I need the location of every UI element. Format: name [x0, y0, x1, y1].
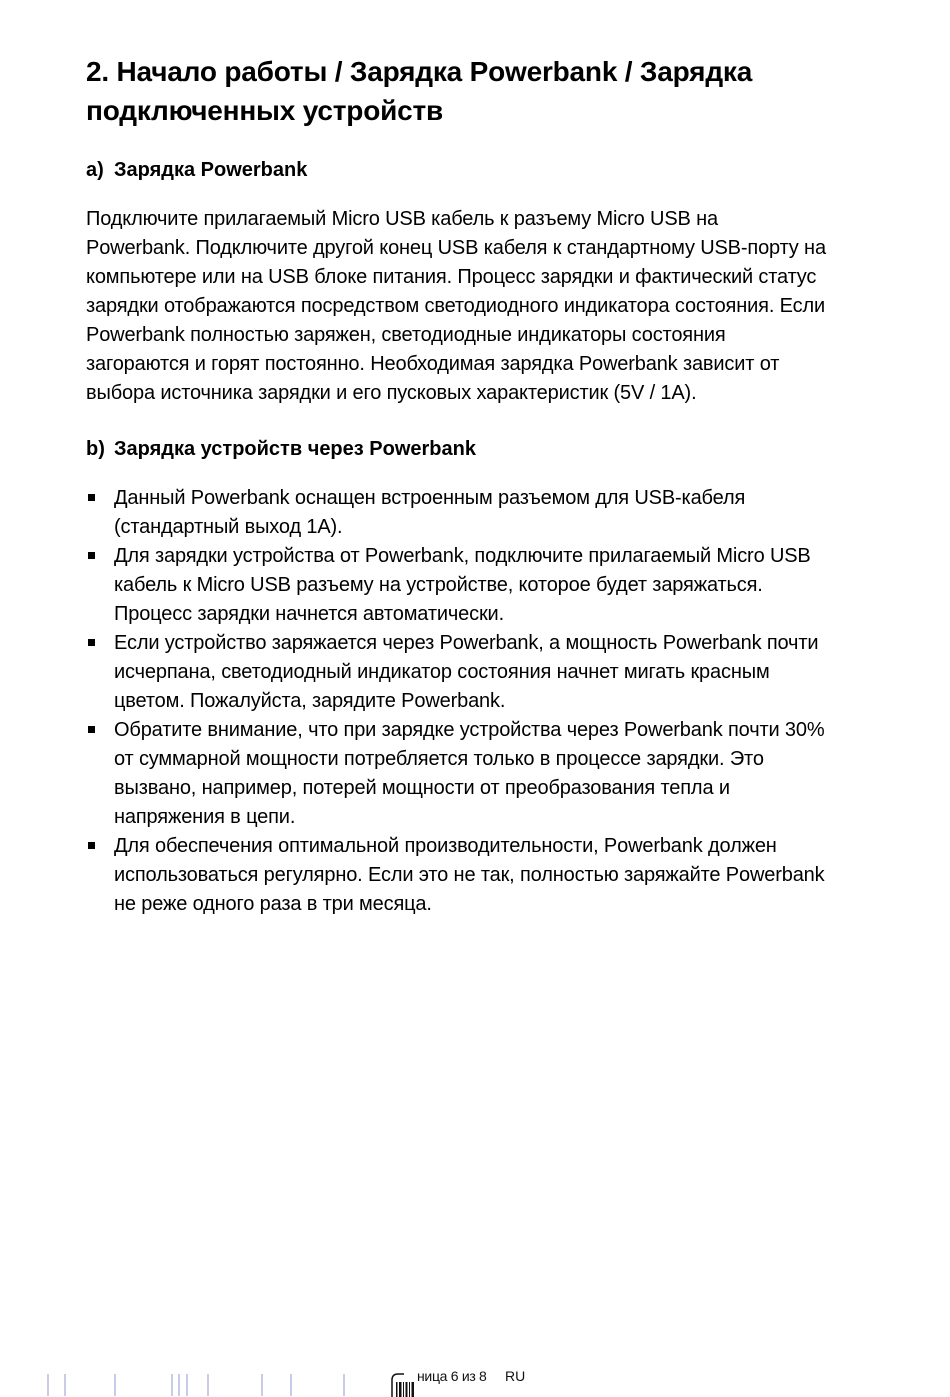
- footer-tick-mark: [261, 1374, 263, 1396]
- section-a-paragraph: Подключите прилагаемый Micro USB кабель к разъему Micro USB на Powerbank. Подключите другой конец USB кабеля к стандартному USB-порту на компьютере или на USB блоке питания. Процесс зарядки и фактический статус зарядки отображаются посредством светодиодного индикатора состояния. Если Powerbank полностью заряжен, светодиодные индикаторы состояния загораются и горят постоянно. Необходимая зарядка Powerbank зависит от выбора источника зарядки и его пусковых характеристик (5V / 1A).: [86, 208, 826, 404]
- page-title: 2. Начало работы / Зарядка Powerbank / Зарядка подключенных устройств: [86, 56, 753, 126]
- barcode-icon: [390, 1372, 416, 1397]
- square-bullet-icon: [86, 484, 114, 542]
- list-item: [86, 832, 826, 919]
- footer-tick-mark: [114, 1374, 116, 1396]
- footer-tick-mark: [171, 1374, 173, 1396]
- section-a-heading: [86, 156, 826, 184]
- footer-tick-mark: [290, 1374, 292, 1396]
- list-item-text: Если устройство заряжается через Powerbank, а мощность Powerbank почти исчерпана, светодиодный индикатор состояния начнет мигать красным цветом. Пожалуйста, зарядите Powerbank.: [114, 632, 819, 712]
- footer-tick-mark: [47, 1374, 49, 1396]
- footer-tick-mark: [64, 1374, 66, 1396]
- list-item: [86, 484, 826, 542]
- page-number: ница 6 из 8: [417, 1368, 487, 1384]
- footer-tick-mark: [343, 1374, 345, 1396]
- square-bullet-icon: [86, 716, 114, 832]
- section-a-title: Зарядка Powerbank: [114, 159, 308, 181]
- square-bullet-icon: [86, 832, 114, 919]
- list-item: [86, 542, 826, 629]
- document-page: [86, 52, 826, 919]
- section-b-title: Зарядка устройств через Powerbank: [114, 438, 476, 460]
- square-bullet-icon: [86, 542, 114, 629]
- footer-tick-mark: [207, 1374, 209, 1396]
- section-b-list: [86, 484, 826, 919]
- square-bullet-icon: [86, 629, 114, 716]
- page-footer: [0, 1362, 950, 1397]
- section-a-marker: a): [86, 159, 104, 181]
- language-code: RU: [505, 1368, 526, 1384]
- list-item-text: Данный Powerbank оснащен встроенным разъемом для USB-кабеля (стандартный выход 1А).: [114, 487, 746, 538]
- list-item: [86, 629, 826, 716]
- section-b-marker: b): [86, 438, 105, 460]
- list-item-text: Обратите внимание, что при зарядке устройства через Powerbank почти 30% от суммарной мощности потребляется только в процессе зарядки. Это вызвано, например, потерей мощности от преобразования тепла и напряжения в цепи.: [114, 719, 825, 828]
- list-item-text: Для обеспечения оптимальной производительности, Powerbank должен использоваться регулярно. Если это не так, полностью заряжайте Powerbank не реже одного раза в три месяца.: [114, 835, 825, 915]
- footer-tick-mark: [186, 1374, 188, 1396]
- list-item: [86, 716, 826, 832]
- footer-tick-mark: [178, 1374, 180, 1396]
- section-b-heading: [86, 435, 826, 463]
- list-item-text: Для зарядки устройства от Powerbank, подключите прилагаемый Micro USB кабель к Micro USB разъему на устройстве, которое будет заряжаться. Процесс зарядки начнется автоматически.: [114, 545, 811, 625]
